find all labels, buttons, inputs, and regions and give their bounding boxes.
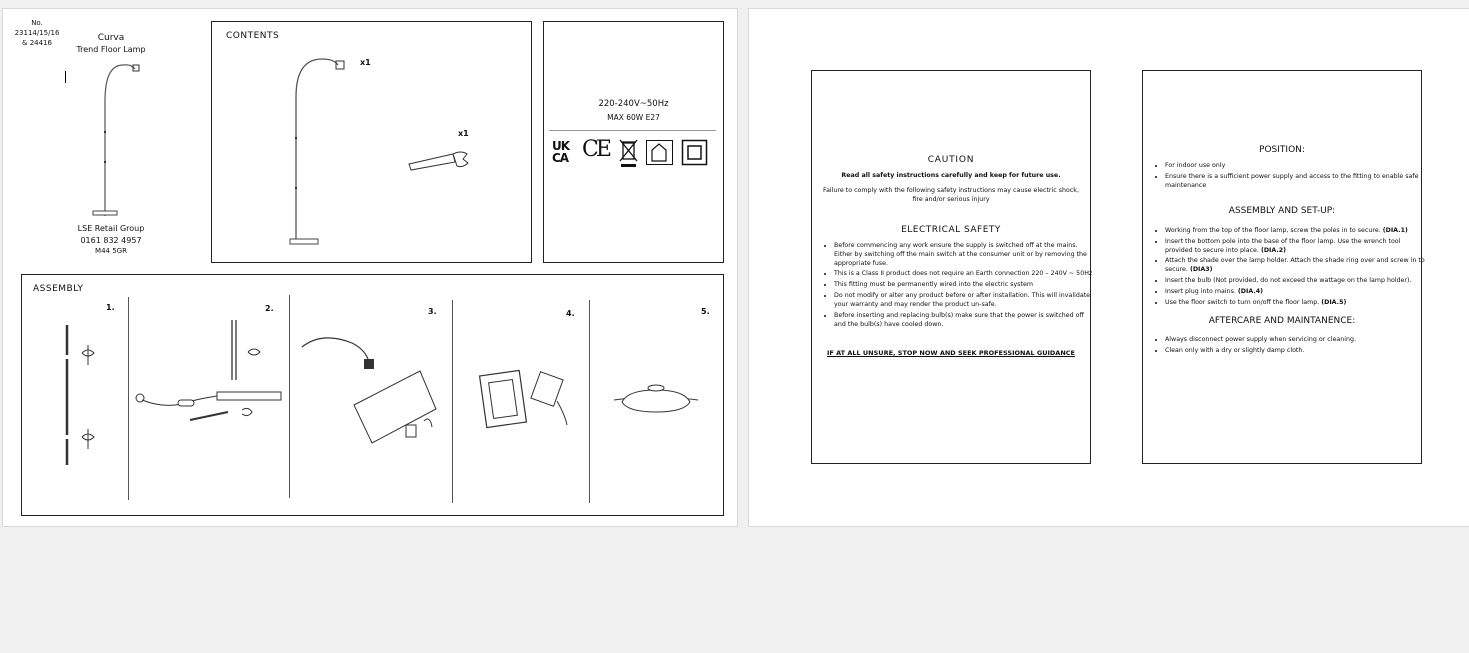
assembly-item-text: Use the floor switch to turn on/off the floor lamp.: [1165, 298, 1320, 306]
diagram-ref: (DIA.5): [1321, 298, 1347, 306]
step-number-4: 4.: [566, 309, 575, 318]
indoor-use-icon: [646, 140, 674, 166]
step3-shade-illustration: [302, 335, 447, 455]
step2-base-illustration: [132, 320, 287, 430]
step1-pole-illustration: [58, 325, 108, 470]
assembly-item-text: Insert plug into mains.: [1165, 287, 1236, 295]
aftercare-list: [1149, 336, 1427, 358]
failure-warning-line1: Failure to comply with the following safety instructions may cause electric shock,: [823, 187, 1079, 194]
read-all-instructions: Read all safety instructions carefully and keep for future use.: [841, 172, 1061, 179]
assembly-setup-title: ASSEMBLY AND SET-UP:: [1228, 206, 1336, 216]
diagram-ref: (DIA3): [1189, 266, 1213, 274]
assembly-item-text: Insert the bulb (Not provided, do not exceed the wattage on the lamp holder).: [1165, 277, 1412, 285]
step-number-1: 1.: [106, 303, 115, 312]
company-name: LSE Retail Group: [77, 224, 145, 233]
class-ii-icon: [682, 140, 708, 166]
aftercare-title: AFTERCARE AND MAINTANENCE:: [1208, 316, 1356, 326]
rating-panel: [543, 21, 724, 263]
assembly-setup-list: [1149, 227, 1427, 310]
safety-item: • Do not modify or alter any product before or after installation. This will invalidate your warranty and may render the product un-safe.: [834, 292, 1096, 310]
product-codes-line2: & 24416: [22, 39, 52, 47]
assembly-item: [1165, 257, 1427, 275]
position-item: • For indoor use only: [1165, 162, 1427, 171]
diagram-ref: (DIA.1): [1382, 227, 1408, 234]
assembly-item-text: Working from the top of the floor lamp, screw the poles in to secure.: [1165, 227, 1381, 234]
step-divider: [589, 300, 590, 503]
left-page: [2, 8, 738, 527]
floor-lamp-icon: [282, 57, 372, 247]
assembly-item: [1165, 227, 1427, 236]
assembly-item: [1165, 238, 1427, 256]
product-name: Curva: [97, 33, 125, 43]
assembly-item-text: Attach the shade over the lamp holder. Attach the shade ring over and screw in to secure.: [1165, 257, 1425, 274]
aftercare-item: • Clean only with a dry or slightly damp cloth.: [1165, 347, 1427, 356]
position-list: [1149, 162, 1427, 192]
step-number-2: 2.: [265, 304, 274, 313]
assembly-item: [1165, 299, 1427, 308]
tool-quantity: x1: [458, 129, 469, 138]
company-phone: 0161 832 4957: [80, 236, 142, 245]
assembly-panel: [21, 274, 724, 516]
product-subtitle: Trend Floor Lamp: [76, 45, 146, 54]
step5-foot-switch-illustration: [614, 380, 704, 420]
weee-bin-icon: [619, 138, 639, 168]
ukca-top-text: UK: [552, 139, 570, 153]
company-postcode: M44 5GR: [95, 247, 127, 255]
max-wattage: MAX 60W E27: [607, 113, 660, 122]
diagram-ref: (DIA.4): [1237, 287, 1263, 295]
wrench-tool-icon: [407, 150, 477, 174]
safety-item: • This fitting must be permanently wired into the electric system: [834, 281, 1096, 290]
contents-title: CONTENTS: [226, 31, 280, 41]
electrical-safety-title: ELECTRICAL SAFETY: [901, 225, 1001, 235]
position-item: • Ensure there is a sufficient power supply and access to the fitting to enable safe maintenance: [1165, 173, 1427, 191]
ukca-mark: [552, 140, 576, 166]
right-page: [748, 8, 1469, 527]
product-codes-line1: 23114/15/16: [14, 29, 60, 37]
instructions-panel: [1142, 70, 1425, 464]
step-number-5: 5.: [701, 307, 710, 316]
aftercare-item: • Always disconnect power supply when servicing or cleaning.: [1165, 336, 1427, 345]
diagram-ref: (DIA.2): [1260, 246, 1287, 254]
safety-item: • Before inserting and replacing bulb(s) make sure that the power is switched off and the bulb(s) have cooled down.: [834, 312, 1096, 330]
doc-number-label: No.: [31, 19, 43, 27]
professional-guidance-warning: IF AT ALL UNSURE, STOP NOW AND SEEK PROFESSIONAL GUIDANCE: [826, 349, 1075, 357]
step-number-3: 3.: [428, 307, 437, 316]
failure-warning-line2: fire and/or serious injury: [912, 196, 990, 203]
text-cursor: [65, 71, 66, 83]
step-divider: [128, 297, 129, 500]
rating-divider: [549, 130, 716, 131]
safety-item: • Before commencing any work ensure the supply is switched off at the mains. Either by switching off the main switch at the consumer unit or by removing the appropriate fuse.: [834, 242, 1096, 268]
safety-item: • This is a Class II product does not require an Earth connection 220 – 240V ~ 50Hz: [834, 270, 1096, 279]
floor-lamp-illustration-small: [83, 61, 143, 221]
step-divider: [289, 295, 290, 498]
step4-plug-illustration: [477, 365, 572, 435]
ce-mark: CE: [582, 137, 609, 162]
lamp-quantity: x1: [360, 58, 371, 67]
voltage-rating: 220-240V~50Hz: [598, 99, 669, 109]
assembly-item-text: Insert the bottom pole into the base of the floor lamp. Use the wrench tool provided to secure into place.: [1165, 237, 1401, 254]
step-divider: [452, 300, 453, 503]
ukca-bottom-text: CA: [552, 151, 569, 165]
assembly-item: [1165, 277, 1427, 286]
electrical-safety-list: [818, 242, 1096, 331]
safety-panel: [811, 70, 1091, 464]
caution-title: CAUTION: [927, 155, 975, 165]
contents-panel: [211, 21, 532, 263]
assembly-item: [1165, 288, 1427, 297]
position-title: POSITION:: [1259, 145, 1305, 155]
assembly-title: ASSEMBLY: [33, 284, 84, 294]
